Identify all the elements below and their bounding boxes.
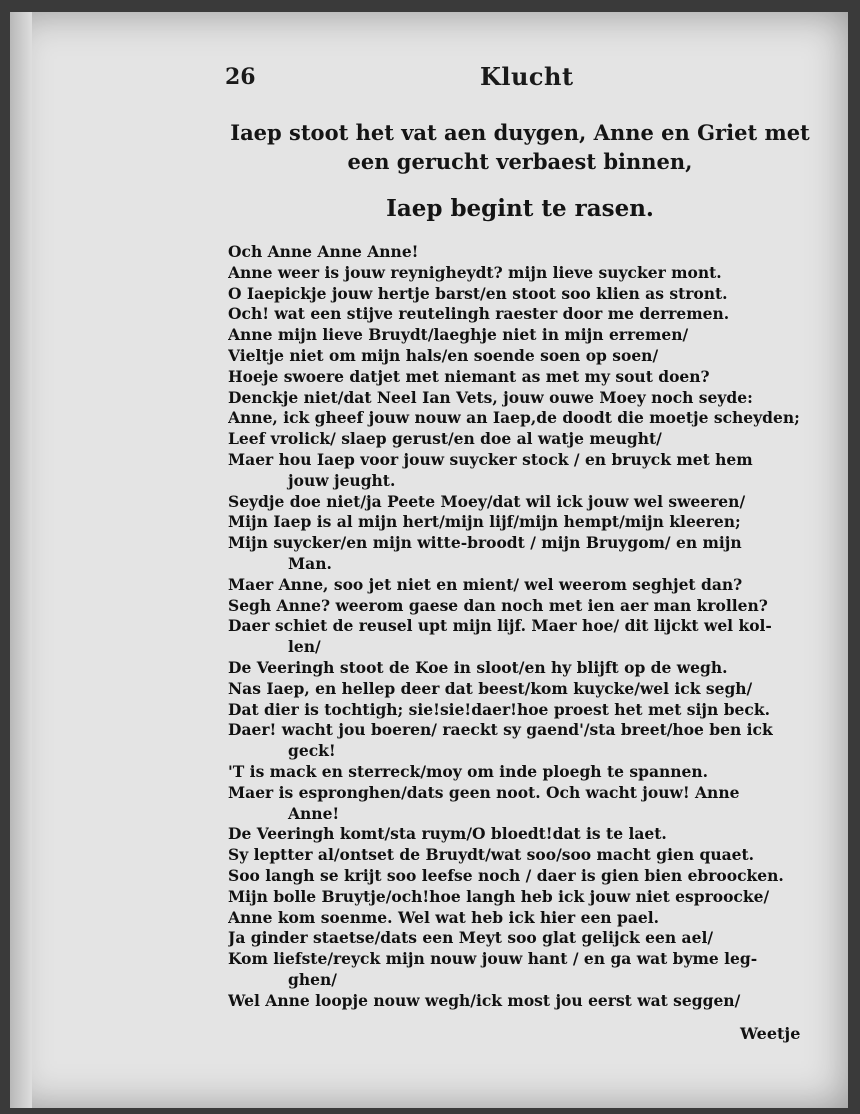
stage-direction-line-1: Iaep stoot het vat aen duygen, Anne en Griet met <box>230 120 810 145</box>
verse-line: Segh Anne? weerom gaese dan noch met ien aer man krollen? <box>228 595 768 615</box>
verse-line: geck! <box>288 741 336 761</box>
verse-text <box>228 242 828 1011</box>
page-gutter <box>10 12 32 1108</box>
verse-line: Mijn Iaep is al mijn hert/mijn lijf/mijn hempt/mijn kleeren; <box>228 512 741 532</box>
verse-line: Maer Anne, soo jet niet en mient/ wel weerom seghjet dan? <box>228 574 743 594</box>
verse-line: Anne! <box>288 803 340 823</box>
verse-line: Kom liefste/reyck mijn nouw jouw hant / en ga wat byme leg- <box>228 949 758 969</box>
verse-line: Mijn bolle Bruytje/och!hoe langh heb ick jouw niet esproocke/ <box>228 886 770 906</box>
verse-line: Soo langh se krijt soo leefse noch / daer is gien bien ebroocken. <box>228 865 784 885</box>
catchword: Weetje <box>740 1024 801 1043</box>
verse-line: Daer! wacht jou boeren/ raeckt sy gaend'/sta breet/hoe ben ick <box>228 720 773 740</box>
verse-line: Daer schiet de reusel upt mijn lijf. Maer hoe/ dit lijckt wel kol- <box>228 616 772 636</box>
stage-direction-raving: Iaep begint te rasen. <box>386 195 654 222</box>
verse-line: Hoeje swoere datjet met niemant as met my sout doen? <box>228 366 710 386</box>
verse-line: Anne mijn lieve Bruydt/laeghje niet in mijn erremen/ <box>228 325 689 345</box>
verse-line: Nas Iaep, en hellep deer dat beest/kom kuycke/wel ick segh/ <box>228 678 753 698</box>
running-head: Klucht <box>480 62 574 91</box>
page-number: 26 <box>225 64 256 90</box>
verse-line: De Veeringh komt/sta ruym/O bloedt!dat is te laet. <box>228 824 667 844</box>
verse-line: ghen/ <box>288 969 337 989</box>
verse-line: Wel Anne loopje nouw wegh/ick most jou eerst wat seggen/ <box>228 990 741 1010</box>
verse-line: Anne, ick gheef jouw nouw an Iaep,de doodt die moetje scheyden; <box>228 408 800 428</box>
verse-line: Denckje niet/dat Neel Ian Vets, jouw ouwe Moey noch seyde: <box>228 387 753 407</box>
verse-line: De Veeringh stoot de Koe in sloot/en hy blijft op de wegh. <box>228 657 728 677</box>
verse-line: 'T is mack en sterreck/moy om inde ploegh te spannen. <box>228 761 709 781</box>
verse-line: Anne kom soenme. Wel wat heb ick hier een pael. <box>228 907 660 927</box>
verse-line: Maer hou Iaep voor jouw suycker stock / en bruyck met hem <box>228 449 753 469</box>
verse-line: Mijn suycker/en mijn witte-broodt / mijn Bruygom/ en mijn <box>228 533 742 553</box>
verse-line: Och Anne Anne Anne! <box>228 242 419 261</box>
verse-line: Leef vrolick/ slaep gerust/en doe al watje meught/ <box>228 429 662 449</box>
verse-line: Ja ginder staetse/dats een Meyt soo glat gelijck een ael/ <box>228 928 713 948</box>
verse-line: Seydje doe niet/ja Peete Moey/dat wil ick jouw wel sweeren/ <box>228 491 746 511</box>
book-page <box>10 12 848 1108</box>
verse-line: jouw jeught. <box>288 470 396 490</box>
verse-line: O Iaepickje jouw hertje barst/en stoot soo klien as stront. <box>228 283 728 303</box>
verse-line: Man. <box>288 553 332 573</box>
verse-line: Anne weer is jouw reynigheydt? mijn lieve suycker mont. <box>228 262 722 282</box>
verse-line: len/ <box>288 637 321 657</box>
verse-line: Maer is espronghen/dats geen noot. Och wacht jouw! Anne <box>228 782 740 802</box>
verse-line: Och! wat een stijve reutelingh raester door me derremen. <box>228 304 730 324</box>
verse-line: Sy leptter al/ontset de Bruydt/wat soo/soo macht gien quaet. <box>228 845 755 865</box>
stage-direction-line-2: een gerucht verbaest binnen, <box>347 149 693 174</box>
verse-line: Dat dier is tochtigh; sie!sie!daer!hoe proest het met sijn beck. <box>228 699 770 719</box>
verse-line: Vieltje niet om mijn hals/en soende soen op soen/ <box>228 345 659 365</box>
